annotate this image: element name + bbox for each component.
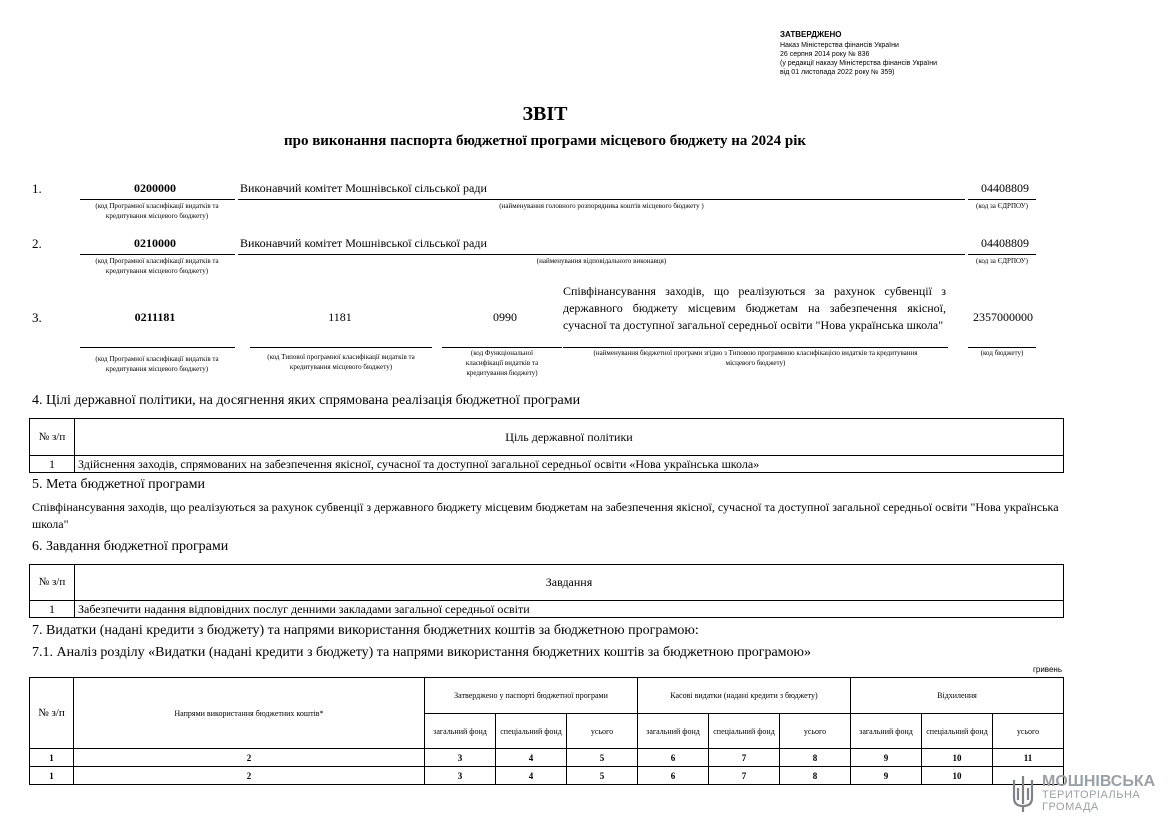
divider <box>968 254 1036 255</box>
row1-edrpou: 04408809 <box>981 181 1029 195</box>
approval-line: від 01 листопада 2022 року № 359) <box>780 69 895 76</box>
col-goal-header: Ціль державної політики <box>75 419 1064 456</box>
row1-manager-name: Виконавчий комітет Мошнівської сільської ради <box>240 181 487 195</box>
row-number: 1 <box>30 456 75 473</box>
approval-stamp <box>780 30 937 77</box>
program-goal-text: Співфінансування заходів, що реалізуються за рахунок субвенції з державного бюджету місцевим бюджетам на забезпечення якісної, сучасної та доступної загальної середньої освіти "Нова українська школа" <box>32 500 1059 531</box>
expenditure-table <box>29 677 1064 785</box>
table-row <box>30 456 1064 473</box>
divider <box>238 199 965 200</box>
col-task-header: Завдання <box>75 565 1064 601</box>
report-subtitle: про виконання паспорта бюджетної програми місцевого бюджету на 2024 рік <box>283 133 807 149</box>
table-row <box>30 601 1064 618</box>
sub-total: усього <box>780 714 851 749</box>
col-number-header: № з/п <box>30 678 74 749</box>
divider <box>80 199 235 200</box>
cell: 4 <box>496 767 567 785</box>
col-cash-header: Касові видатки (надані кредити з бюджету) <box>638 678 851 714</box>
row2-program-code: 0210000 <box>134 236 176 250</box>
report-title: ЗВІТ <box>522 103 568 125</box>
cell: 1 <box>30 767 74 785</box>
tasks-table <box>29 564 1064 618</box>
row3-typical-caption: (код Типової програмної класифікації видатків та кредитування місцевого бюджету) <box>267 353 415 371</box>
trident-icon <box>1010 774 1036 814</box>
section6-title: 6. Завдання бюджетної програми <box>32 539 229 554</box>
row3-code-caption: (код Програмної класифікації видатків та кредитування місцевого бюджету) <box>95 355 219 373</box>
row3-functional-code: 0990 <box>493 310 517 324</box>
sub-general-fund: загальний фонд <box>638 714 709 749</box>
goal-text: Здійснення заходів, спрямованих на забезпечення якісної, сучасної та доступної загальної середньої освіти «Нова українська школа» <box>75 456 1064 473</box>
cell: 11 <box>993 749 1064 767</box>
cell: 5 <box>567 767 638 785</box>
sub-special-fund: спеціальний фонд <box>922 714 993 749</box>
table-row <box>30 767 1064 785</box>
section5-title: 5. Мета бюджетної програми <box>32 477 205 492</box>
cell: 5 <box>567 749 638 767</box>
row1-edrpou-caption: (код за ЄДРПОУ) <box>976 202 1028 210</box>
unit-label: гривень <box>1032 665 1062 674</box>
section4-title: 4. Цілі державної політики, на досягнення яких спрямована реалізація бюджетної програми <box>32 393 581 408</box>
sub-special-fund: спеціальний фонд <box>709 714 780 749</box>
divider <box>238 254 965 255</box>
cell: 10 <box>922 767 993 785</box>
cell: 2 <box>74 749 425 767</box>
row-number: 1 <box>30 601 75 618</box>
row2-name-caption: (найменування відповідального виконавця) <box>536 257 667 265</box>
cell: 1 <box>30 749 74 767</box>
cell: 9 <box>851 749 922 767</box>
cell: 6 <box>638 749 709 767</box>
sub-total: усього <box>993 714 1064 749</box>
approval-heading: ЗАТВЕРДЖЕНО <box>780 30 842 39</box>
row3-program-name: Співфінансування заходів, що реалізуються за рахунок субвенції з державного бюджету місцевим бюджетам на забезпечення якісної, сучасної та доступної загальної середньої освіти "Нова українська школа" <box>563 284 946 332</box>
col-approved-header: Затверджено у паспорті бюджетної програми <box>425 678 638 714</box>
divider <box>250 347 432 348</box>
logo-line1: ТЕРИТОРІАЛЬНА <box>1042 789 1141 801</box>
cell: 8 <box>780 767 851 785</box>
row3-program-code: 0211181 <box>134 310 176 324</box>
cell: 2 <box>74 767 425 785</box>
row1-number: 1. <box>32 181 42 196</box>
row3-typical-code: 1181 <box>328 310 352 324</box>
cell: 7 <box>709 749 780 767</box>
row3-functional-caption: (код Функціональної класифікації видатків та кредитування бюджету) <box>465 349 539 377</box>
col-deviation-header: Відхилення <box>851 678 1064 714</box>
cell: 10 <box>922 749 993 767</box>
approval-line: (у редакції наказу Міністерства фінансів України <box>780 60 938 67</box>
row2-code-caption: (код Програмної класифікації видатків та кредитування місцевого бюджету) <box>95 257 219 275</box>
sub-total: усього <box>567 714 638 749</box>
col-number-header: № з/п <box>30 565 75 601</box>
divider <box>80 254 235 255</box>
col-direction-header: Напрями використання бюджетних коштів* <box>74 678 425 749</box>
sub-general-fund: загальний фонд <box>851 714 922 749</box>
approval-line: Наказ Міністерства фінансів України <box>780 42 899 49</box>
task-text: Забезпечити надання відповідних послуг денними закладами загальної середньої освіти <box>75 601 1064 618</box>
cell: 9 <box>851 767 922 785</box>
cell: 7 <box>709 767 780 785</box>
row2-executor-name: Виконавчий комітет Мошнівської сільської ради <box>240 236 487 250</box>
cell: 8 <box>780 749 851 767</box>
row2-edrpou-caption: (код за ЄДРПОУ) <box>976 257 1028 265</box>
col-number-header: № з/п <box>30 419 75 456</box>
divider <box>968 199 1036 200</box>
cell: 3 <box>425 749 496 767</box>
cell: 3 <box>425 767 496 785</box>
row1-name-caption: (найменування головного розпорядника коштів місцевого бюджету ) <box>499 202 704 210</box>
cell: 6 <box>638 767 709 785</box>
logo-line2: ГРОМАДА <box>1042 801 1099 813</box>
row2-edrpou: 04408809 <box>981 236 1029 250</box>
row3-budget-code: 2357000000 <box>973 310 1033 324</box>
row2-number: 2. <box>32 236 42 251</box>
row1-program-code: 0200000 <box>134 181 176 195</box>
row1-code-caption: (код Програмної класифікації видатків та кредитування місцевого бюджету) <box>95 202 219 220</box>
sub-special-fund: спеціальний фонд <box>496 714 567 749</box>
cell: 4 <box>496 749 567 767</box>
table-row <box>30 749 1064 767</box>
row3-number: 3. <box>32 310 42 325</box>
section7-title: 7. Видатки (надані кредити з бюджету) та напрями використання бюджетних коштів за бюджетною програмою: <box>32 623 699 638</box>
row3-budget-caption: (код бюджету) <box>980 349 1024 357</box>
approval-line: 26 серпня 2014 року № 836 <box>780 51 870 58</box>
section71-title: 7.1. Аналіз розділу «Видатки (надані кредити з бюджету) та напрями використання бюджетних коштів за бюджетною програмою» <box>32 645 812 660</box>
divider <box>80 347 235 348</box>
logo-name: МОШНІВСЬКА <box>1042 773 1156 790</box>
sub-general-fund: загальний фонд <box>425 714 496 749</box>
goals-table <box>29 418 1064 473</box>
row3-program-caption: (найменування бюджетної програми згідно з Типовою програмною класифікацією видатків та кредитування місцевого бюджету) <box>593 349 918 367</box>
